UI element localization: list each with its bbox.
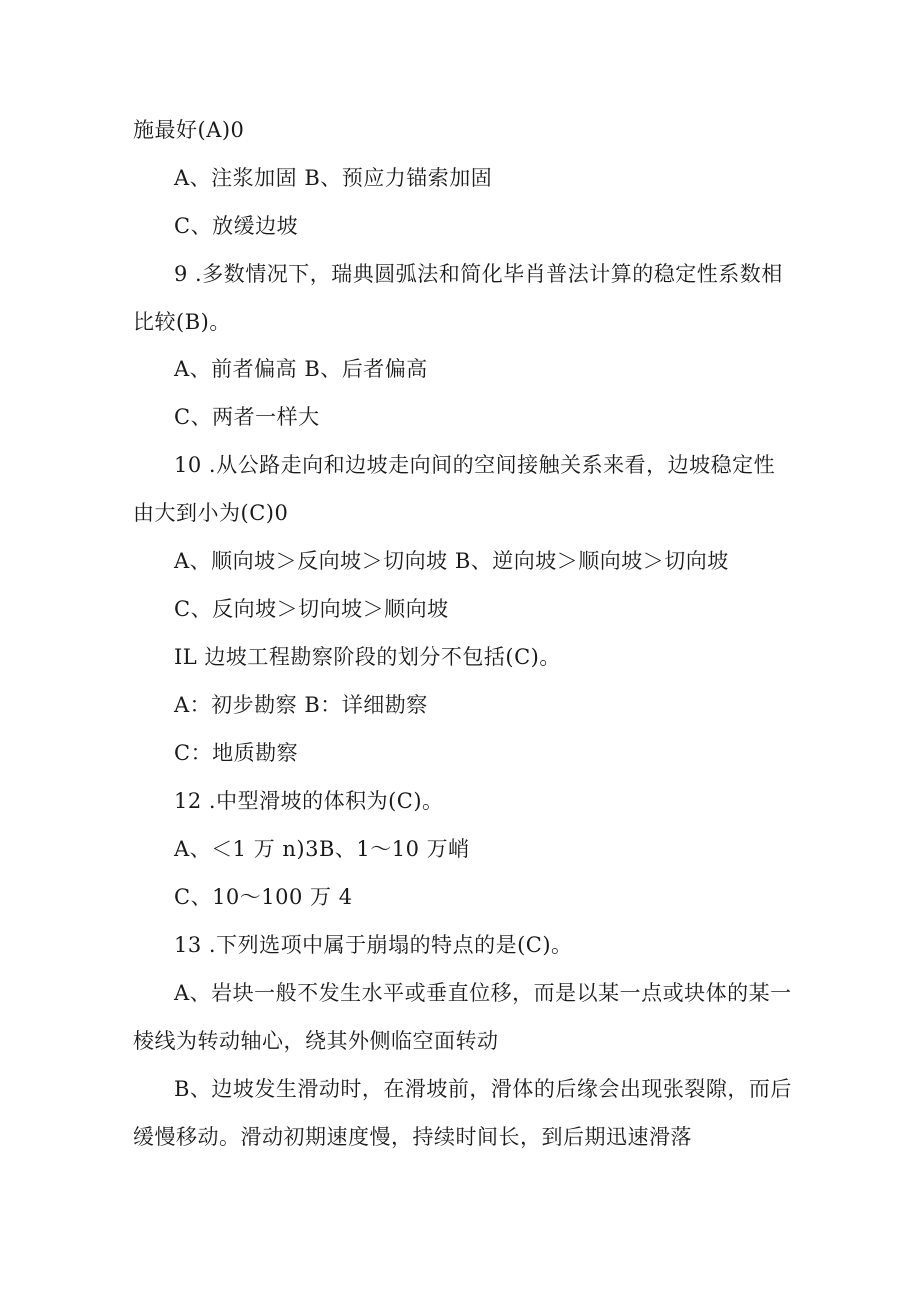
option-a-line-2: 棱线为转动轴心，绕其外侧临空面转动 bbox=[133, 1029, 499, 1053]
question-9-line-1: 9 .多数情况下，瑞典圆弧法和简化毕肖普法计算的稳定性系数相 bbox=[174, 262, 783, 286]
option-line-ab: A、＜1 万 n)3B、1～10 万峭 bbox=[174, 837, 470, 861]
option-b-line-2: 缓慢移动。滑动初期速度慢，持续时间长，到后期迅速滑落 bbox=[133, 1125, 692, 1149]
option-line-ab: A、顺向坡＞反向坡＞切向坡 B、逆向坡＞顺向坡＞切向坡 bbox=[174, 549, 729, 573]
option-line-c: C：地质勘察 bbox=[174, 741, 299, 765]
option-line-c: C、放缓边坡 bbox=[174, 214, 299, 238]
option-line-c: C、反向坡＞切向坡＞顺向坡 bbox=[174, 597, 449, 621]
question-10-line-1: 10 .从公路走向和边坡走向间的空间接触关系来看，边坡稳定性 bbox=[174, 453, 776, 477]
option-b-line-1: B、边坡发生滑动时，在滑坡前，滑体的后缘会出现张裂隙，而后 bbox=[174, 1077, 792, 1101]
question-11-line: IL 边坡工程勘察阶段的划分不包括(C)。 bbox=[174, 645, 561, 669]
question-10-line-2: 由大到小为(C)0 bbox=[133, 501, 289, 525]
question-9-line-2: 比较(B)。 bbox=[133, 310, 231, 334]
option-line-ab: A：初步勘察 B：详细勘察 bbox=[174, 693, 428, 717]
option-line-ab: A、前者偏高 B、后者偏高 bbox=[174, 357, 428, 381]
text-line-answer-a: 施最好(A)0 bbox=[133, 118, 245, 142]
question-12-line: 12 .中型滑坡的体积为(C)。 bbox=[174, 789, 444, 813]
question-13-line: 13 .下列选项中属于崩塌的特点的是(C)。 bbox=[174, 933, 573, 957]
option-line-ab: A、注浆加固 B、预应力锚索加固 bbox=[174, 166, 493, 190]
option-line-c: C、10～100 万 4 bbox=[174, 885, 353, 909]
option-line-c: C、两者一样大 bbox=[174, 405, 320, 429]
option-a-line-1: A、岩块一般不发生水平或垂直位移，而是以某一点或块体的某一 bbox=[174, 981, 792, 1005]
